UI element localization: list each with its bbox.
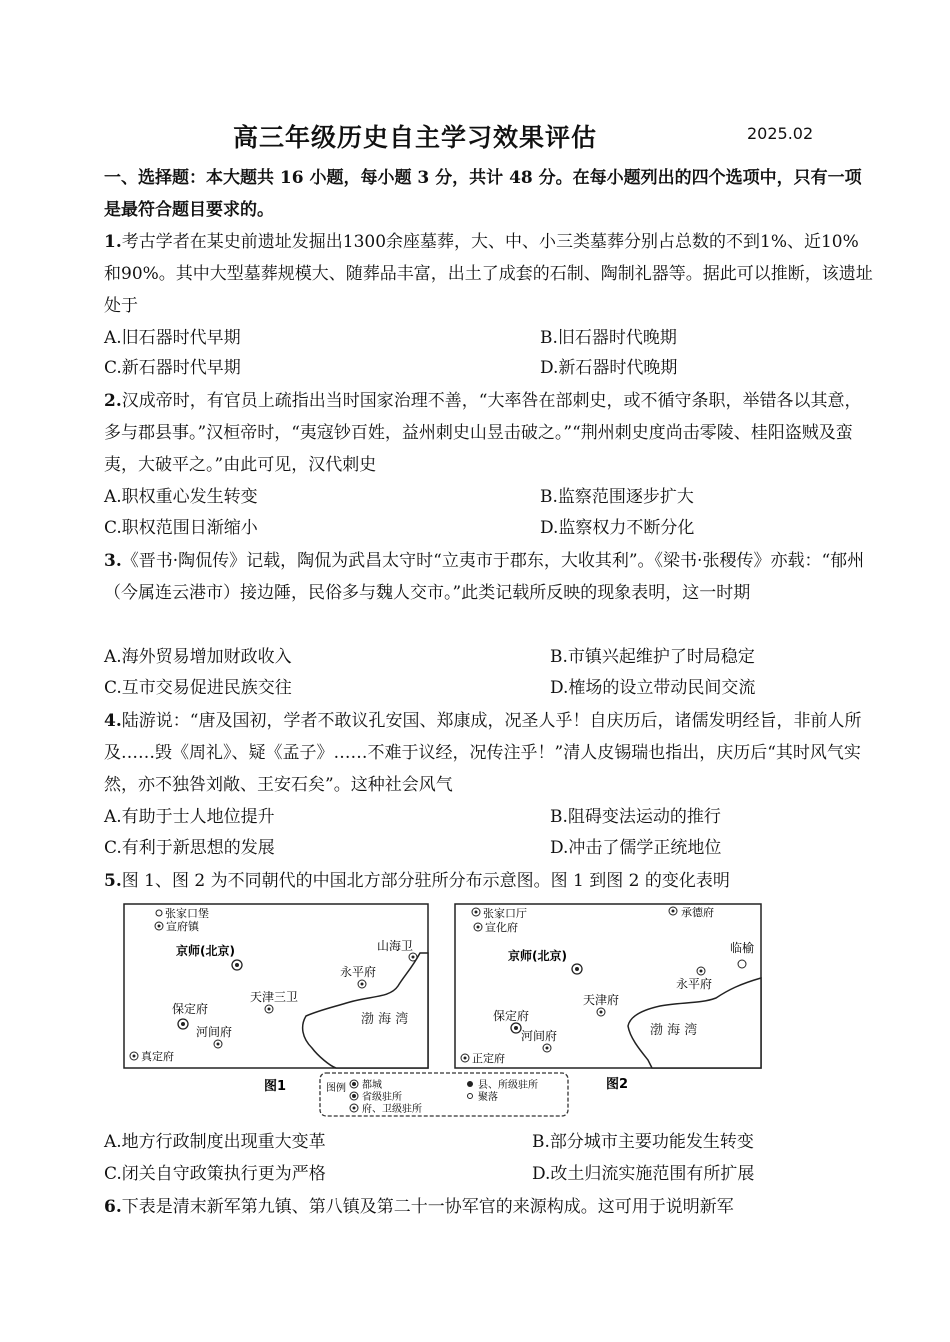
exam-date: 2025.02 xyxy=(747,124,814,143)
map-2-place: 保定府 xyxy=(493,1009,530,1023)
option-b[interactable]: B.市镇兴起维护了时局稳定 xyxy=(550,647,755,667)
exam-title: 高三年级历史自主学习效果评估 xyxy=(233,123,598,152)
map-1-place: 天津三卫 xyxy=(250,990,299,1004)
option-a[interactable]: A.职权重心发生转变 xyxy=(104,487,258,507)
exam-header xyxy=(0,118,950,154)
legend-item: 府、卫级驻所 xyxy=(362,1104,422,1115)
prefecture-icon xyxy=(353,1107,356,1110)
options-row xyxy=(104,641,864,673)
option-b[interactable]: B.阻碍变法运动的推行 xyxy=(550,807,721,827)
question-4 xyxy=(104,705,874,801)
map-1-place: 京师(北京) xyxy=(176,944,235,958)
legend-item: 省级驻所 xyxy=(362,1092,402,1103)
map-1-place: 永平府 xyxy=(340,965,377,979)
question-3 xyxy=(104,545,874,609)
map-2-place: 正定府 xyxy=(472,1052,505,1065)
question-number: 1. xyxy=(104,232,122,252)
option-c[interactable]: C.职权范围日渐缩小 xyxy=(104,518,258,538)
options-row xyxy=(104,352,864,384)
legend-item: 县、所级驻所 xyxy=(478,1080,538,1091)
options-row xyxy=(104,1126,864,1158)
map-legend xyxy=(320,1073,568,1116)
map-2-place: 承德府 xyxy=(681,906,714,919)
province-icon xyxy=(352,1094,356,1098)
option-d[interactable]: D.新石器时代晚期 xyxy=(540,358,678,378)
option-d[interactable]: D.监察权力不断分化 xyxy=(540,518,695,538)
option-a[interactable]: A.海外贸易增加财政收入 xyxy=(104,647,292,667)
question-number: 6. xyxy=(104,1197,122,1217)
question-1 xyxy=(104,226,874,322)
legend-title: 图例 xyxy=(326,1083,346,1094)
option-d[interactable]: D.改土归流实施范围有所扩展 xyxy=(532,1164,755,1184)
section-heading: 一、选择题：本大题共 16 小题，每小题 3 分，共计 48 分。在每小题列出的四个选项中，只有一项是最符合题目要求的。 xyxy=(104,168,862,220)
question-stem: 考古学者在某史前遗址发掘出1300余座墓葬，大、中、小三类墓葬分别占总数的不到1%、近10%和90%。其中大型墓葬规模大、随葬品丰富，出土了成套的石制、陶制礼器等。据此可以推断，该遗址处于 xyxy=(104,232,873,316)
question-number: 2. xyxy=(104,391,122,411)
legend-item: 都城 xyxy=(362,1080,382,1091)
option-a[interactable]: A.有助于士人地位提升 xyxy=(104,807,275,827)
option-c[interactable]: C.互市交易促进民族交往 xyxy=(104,678,292,698)
map-2-place: 张家口厅 xyxy=(483,907,527,920)
maps-figure xyxy=(0,898,950,1128)
option-a[interactable]: A.旧石器时代早期 xyxy=(104,328,241,348)
legend-item: 聚落 xyxy=(478,1092,498,1103)
options-row xyxy=(104,801,864,833)
question-number: 3. xyxy=(104,551,122,571)
option-d[interactable]: D.榷场的设立带动民间交流 xyxy=(550,678,756,698)
map-2-sea-label: 渤 海 湾 xyxy=(650,1023,698,1038)
question-6 xyxy=(104,1191,874,1223)
map-1-place: 河间府 xyxy=(196,1025,233,1039)
map-2-caption: 图2 xyxy=(606,1077,629,1092)
options-row xyxy=(104,481,864,513)
option-d[interactable]: D.冲击了儒学正统地位 xyxy=(550,838,722,858)
question-stem: 《晋书·陶侃传》记载，陶侃为武昌太守时“立夷市于郡东，大收其利”。《梁书·张稷传》亦载：“郁州（今属连云港市）接边陲，民俗多与魏人交市。”此类记载所反映的现象表明，这一时期 xyxy=(104,551,865,603)
option-b[interactable]: B.部分城市主要功能发生转变 xyxy=(532,1132,754,1152)
map-1-place: 真定府 xyxy=(141,1050,174,1063)
question-stem: 下表是清末新军第九镇、第八镇及第二十一协军官的来源构成。这可用于说明新军 xyxy=(121,1197,734,1217)
question-stem: 汉成帝时，有官员上疏指出当时国家治理不善，“大率咎在部刺史，或不循守条职，举错各以其意，多与郡县事。”汉桓帝时，“夷寇钞百姓，益州刺史山昱击破之。”“荆州刺史度尚击零陵、桂阳盗贼及蛮夷，大破平之。”由此可见，汉代刺史 xyxy=(104,391,862,475)
map-1-place: 张家口堡 xyxy=(165,907,209,920)
capital-icon xyxy=(352,1082,356,1086)
option-c[interactable]: C.新石器时代早期 xyxy=(104,358,241,378)
question-5 xyxy=(104,865,874,897)
options-row xyxy=(104,1158,864,1190)
options-row xyxy=(104,512,864,544)
option-b[interactable]: B.旧石器时代晚期 xyxy=(540,328,677,348)
map-2-place: 永平府 xyxy=(676,977,713,991)
map-2-place: 天津府 xyxy=(583,993,620,1007)
option-c[interactable]: C.闭关自守政策执行更为严格 xyxy=(104,1164,326,1184)
map-2-place: 河间府 xyxy=(521,1029,558,1043)
options-row xyxy=(104,672,864,704)
question-stem: 图 1、图 2 为不同朝代的中国北方部分驻所分布示意图。图 1 到图 2 的变化表明 xyxy=(121,871,730,891)
map-2-place: 宣化府 xyxy=(485,921,518,934)
map-1-caption: 图1 xyxy=(264,1079,287,1094)
map-2-place: 临榆 xyxy=(730,941,755,955)
map-1-place: 宣府镇 xyxy=(166,920,199,933)
map-1-sea-label: 渤 海 湾 xyxy=(361,1012,409,1027)
option-b[interactable]: B.监察范围逐步扩大 xyxy=(540,487,694,507)
option-c[interactable]: C.有利于新思想的发展 xyxy=(104,838,275,858)
options-row xyxy=(104,322,864,354)
question-2 xyxy=(104,385,874,481)
map-1-place: 保定府 xyxy=(172,1002,209,1016)
map-2 xyxy=(455,904,761,1092)
question-number: 5. xyxy=(104,871,122,891)
options-row xyxy=(104,832,864,864)
map-2-place: 京师(北京) xyxy=(508,949,567,963)
map-1-place: 山海卫 xyxy=(377,939,414,953)
map-1 xyxy=(124,904,428,1094)
county-icon xyxy=(467,1081,473,1087)
question-stem: 陆游说：“唐及国初，学者不敢议孔安国、郑康成，况圣人乎！自庆历后，诸儒发明经旨，非前人所及……毁《周礼》、疑《孟子》……不难于议经，况传注乎！”清人皮锡瑞也指出，庆历后“其时风气实然，亦不独咎刘敞、王安石矣”。这种社会风气 xyxy=(104,711,862,795)
option-a[interactable]: A.地方行政制度出现重大变革 xyxy=(104,1132,326,1152)
question-number: 4. xyxy=(104,711,122,731)
